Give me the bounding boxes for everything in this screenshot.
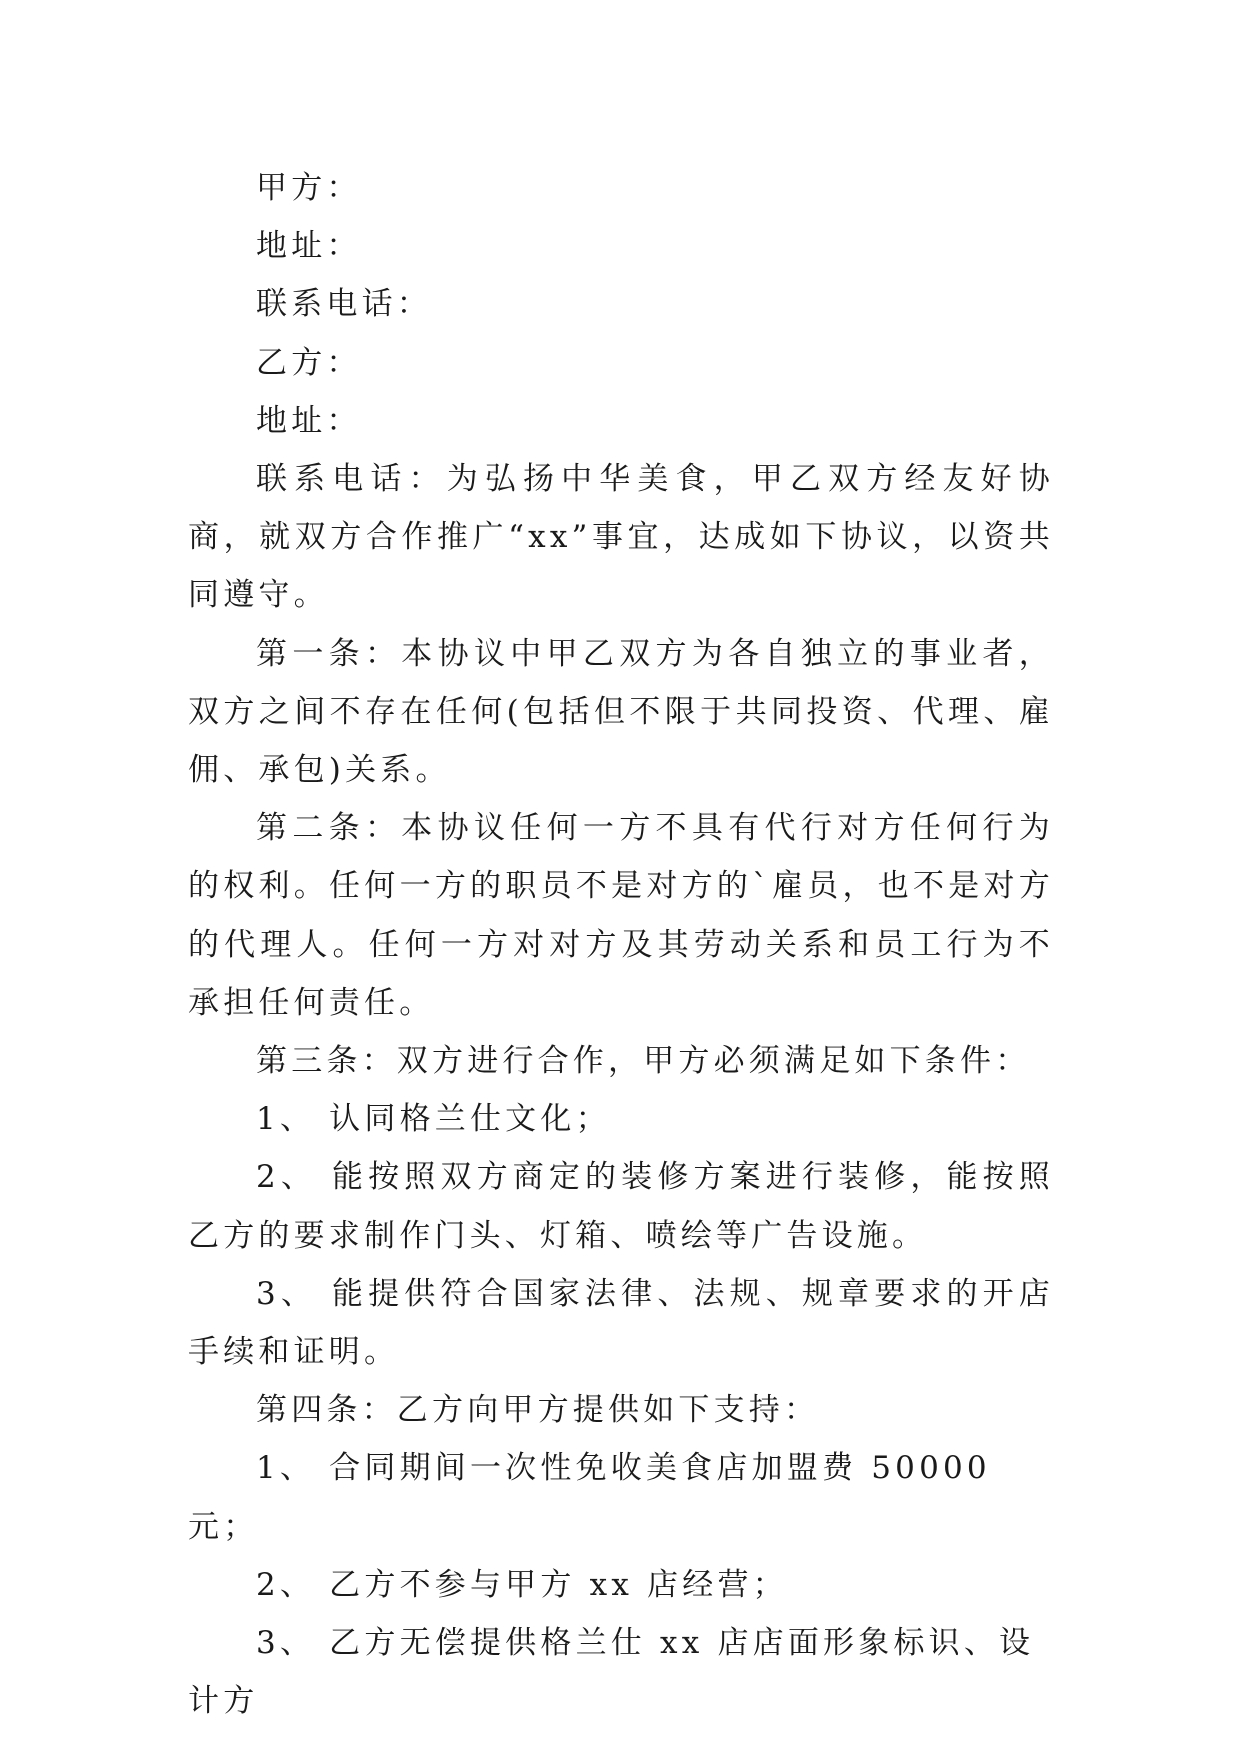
article-4-item-2: 2、 乙方不参与甲方 xx 店经营； — [256, 1566, 788, 1603]
party-b-address: 地址： — [256, 402, 362, 439]
party-a-address: 地址： — [256, 228, 362, 265]
article-4-heading: 第四条：乙方向甲方提供如下支持： — [256, 1392, 820, 1429]
article-3-item-3: 3、 能提供符合国家法律、法规、规章要求的开店手续和证明。 — [188, 1275, 1054, 1371]
party-a-phone: 联系电话： — [256, 286, 432, 323]
article-3-heading: 第三条：双方进行合作，甲方必须满足如下条件： — [256, 1043, 1031, 1080]
article-1: 第一条：本协议中甲乙双方为各自独立的事业者，双方之间不存在任何(包括但不限于共同投资、代理、雇佣、承包)关系。 — [188, 635, 1054, 789]
article-3-item-2: 2、 能按照双方商定的装修方案进行装修，能按照乙方的要求制作门头、灯箱、喷绘等广告设施。 — [188, 1159, 1054, 1254]
party-a-label: 甲方： — [256, 170, 362, 206]
party-b-phone-preamble: 联系电话：为弘扬中华美食，甲乙双方经友好协商，就双方合作推广“xx”事宜，达成如下协议，以资共同遵守。 — [188, 461, 1054, 614]
party-b-label: 乙方： — [256, 344, 362, 381]
document-body — [188, 159, 1054, 1730]
article-2: 第二条：本协议任何一方不具有代行对方任何行为的权利。任何一方的职员不是对方的`雇员，也不是对方的代理人。任何一方对对方及其劳动关系和员工行为不承担任何责任。 — [188, 810, 1054, 1021]
article-3-item-1: 1、 认同格兰仕文化； — [256, 1101, 611, 1138]
article-4-item-3: 3、 乙方无偿提供格兰仕 xx 店店面形象标识、设计方 — [188, 1625, 1035, 1720]
article-4-item-1: 1、 合同期间一次性免收美食店加盟费 50000 元； — [188, 1450, 991, 1545]
